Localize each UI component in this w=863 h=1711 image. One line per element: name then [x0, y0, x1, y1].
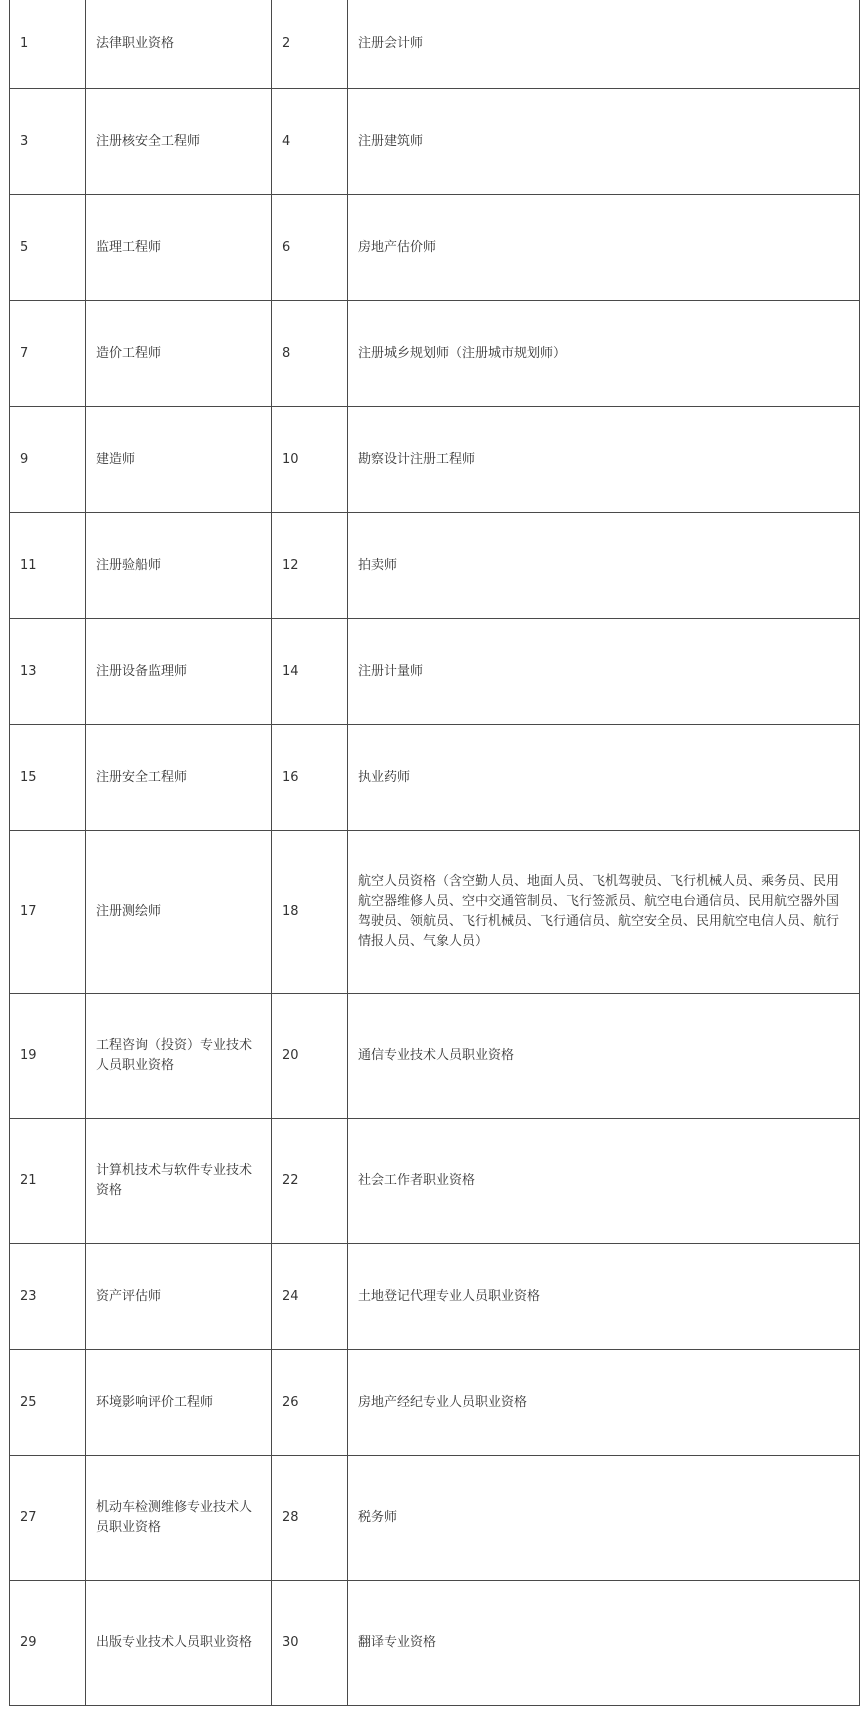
- table-row: [10, 89, 860, 195]
- left-name-cell: 注册验船师: [86, 513, 272, 619]
- right-name-cell: 注册会计师: [348, 0, 860, 89]
- left-number-cell: 29: [10, 1581, 86, 1706]
- left-number-cell: 3: [10, 89, 86, 195]
- right-number-cell: 20: [272, 994, 348, 1119]
- right-name-cell: 注册计量师: [348, 619, 860, 725]
- left-name-cell: 出版专业技术人员职业资格: [86, 1581, 272, 1706]
- left-name-cell: 造价工程师: [86, 301, 272, 407]
- left-name-cell: 法律职业资格: [86, 0, 272, 89]
- table-row: [10, 513, 860, 619]
- right-number-cell: 10: [272, 407, 348, 513]
- right-name-cell: 航空人员资格（含空勤人员、地面人员、飞机驾驶员、飞行机械人员、乘务员、民用航空器维修人员、空中交通管制员、飞行签派员、航空电台通信员、民用航空器外国驾驶员、领航员、飞行机械员、飞行通信员、航空安全员、民用航空电信人员、航行情报人员、气象人员）: [348, 831, 860, 994]
- table-row: [10, 994, 860, 1119]
- right-name-cell: 翻译专业资格: [348, 1581, 860, 1706]
- right-number-cell: 24: [272, 1244, 348, 1350]
- left-name-cell: 注册核安全工程师: [86, 89, 272, 195]
- right-number-cell: 4: [272, 89, 348, 195]
- right-number-cell: 12: [272, 513, 348, 619]
- left-name-cell: 注册设备监理师: [86, 619, 272, 725]
- table-row: [10, 407, 860, 513]
- right-number-cell: 30: [272, 1581, 348, 1706]
- left-name-cell: 工程咨询（投资）专业技术人员职业资格: [86, 994, 272, 1119]
- right-name-cell: 通信专业技术人员职业资格: [348, 994, 860, 1119]
- right-name-cell: 土地登记代理专业人员职业资格: [348, 1244, 860, 1350]
- qualification-table-body: [10, 0, 860, 1706]
- right-number-cell: 8: [272, 301, 348, 407]
- table-row: [10, 1350, 860, 1456]
- right-number-cell: 6: [272, 195, 348, 301]
- right-name-cell: 拍卖师: [348, 513, 860, 619]
- table-row: [10, 301, 860, 407]
- right-name-cell: 房地产估价师: [348, 195, 860, 301]
- right-name-cell: 社会工作者职业资格: [348, 1119, 860, 1244]
- left-number-cell: 19: [10, 994, 86, 1119]
- table-row: [10, 0, 860, 89]
- right-number-cell: 16: [272, 725, 348, 831]
- left-number-cell: 9: [10, 407, 86, 513]
- table-row: [10, 195, 860, 301]
- left-number-cell: 1: [10, 0, 86, 89]
- table-row: [10, 1456, 860, 1581]
- left-name-cell: 注册安全工程师: [86, 725, 272, 831]
- right-number-cell: 14: [272, 619, 348, 725]
- left-name-cell: 建造师: [86, 407, 272, 513]
- table-row: [10, 1244, 860, 1350]
- qualification-table: [9, 0, 860, 1706]
- left-number-cell: 15: [10, 725, 86, 831]
- right-number-cell: 2: [272, 0, 348, 89]
- right-number-cell: 18: [272, 831, 348, 994]
- left-number-cell: 13: [10, 619, 86, 725]
- right-number-cell: 28: [272, 1456, 348, 1581]
- table-row: [10, 725, 860, 831]
- left-number-cell: 27: [10, 1456, 86, 1581]
- left-number-cell: 11: [10, 513, 86, 619]
- table-row: [10, 1581, 860, 1706]
- right-name-cell: 税务师: [348, 1456, 860, 1581]
- left-number-cell: 21: [10, 1119, 86, 1244]
- right-name-cell: 注册建筑师: [348, 89, 860, 195]
- left-number-cell: 23: [10, 1244, 86, 1350]
- left-number-cell: 7: [10, 301, 86, 407]
- right-name-cell: 注册城乡规划师（注册城市规划师）: [348, 301, 860, 407]
- table-row: [10, 1119, 860, 1244]
- left-number-cell: 17: [10, 831, 86, 994]
- left-name-cell: 机动车检测维修专业技术人员职业资格: [86, 1456, 272, 1581]
- right-name-cell: 执业药师: [348, 725, 860, 831]
- right-name-cell: 勘察设计注册工程师: [348, 407, 860, 513]
- table-row: [10, 619, 860, 725]
- right-number-cell: 22: [272, 1119, 348, 1244]
- left-name-cell: 计算机技术与软件专业技术资格: [86, 1119, 272, 1244]
- left-name-cell: 资产评估师: [86, 1244, 272, 1350]
- right-name-cell: 房地产经纪专业人员职业资格: [348, 1350, 860, 1456]
- left-number-cell: 25: [10, 1350, 86, 1456]
- right-number-cell: 26: [272, 1350, 348, 1456]
- left-name-cell: 注册测绘师: [86, 831, 272, 994]
- left-number-cell: 5: [10, 195, 86, 301]
- table-row: [10, 831, 860, 994]
- left-name-cell: 监理工程师: [86, 195, 272, 301]
- left-name-cell: 环境影响评价工程师: [86, 1350, 272, 1456]
